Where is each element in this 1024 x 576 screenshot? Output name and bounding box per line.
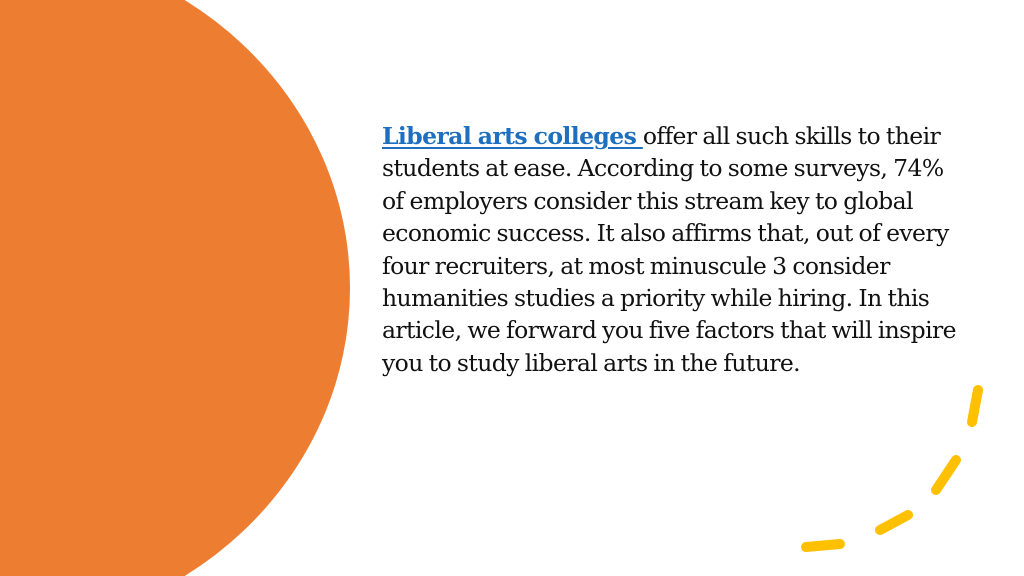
dash-2 — [936, 460, 956, 490]
body-paragraph — [382, 120, 962, 379]
dashed-arc-decoration — [790, 380, 990, 560]
dash-3 — [880, 515, 908, 530]
dash-4 — [806, 544, 840, 547]
liberal-arts-colleges-link[interactable]: Liberal arts colleges — [382, 122, 643, 150]
orange-circle-shape — [0, 0, 350, 576]
body-text: offer all such skills to their students at ease. According to some surveys, 74% of employers consider this stream key to global economic success. It also affirms that, out of every four recruiters, at most minuscule 3 consider humanities studies a priority while hiring. In this article, we forward you five factors that will inspire you to study liberal arts in the future. — [382, 122, 956, 377]
dash-1 — [972, 390, 978, 422]
